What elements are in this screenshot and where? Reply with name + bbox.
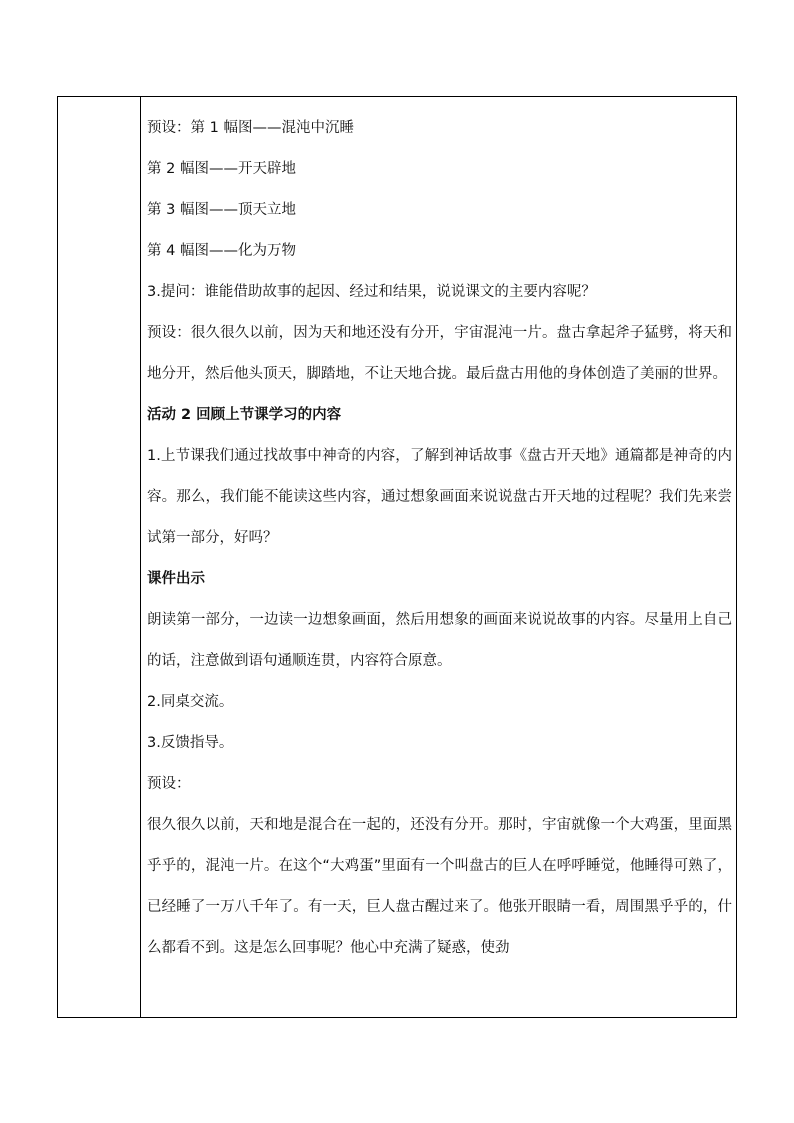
question-3: 3.提问：谁能借助故事的起因、经过和结果，说说课文的主要内容呢？ — [147, 284, 596, 300]
story-paragraph: 很久很久以前，天和地是混合在一起的，还没有分开。那时，宇宙就像一个大鸡蛋，里面黑乎乎的，混沌一片。在这个“大鸡蛋”里面有一个叫盘古的巨人在呼呼睡觉，他睡得可熟了，已经睡了一万八千年了。有一天，巨人盘古醒过来了。他张开眼睛一看，周围黑乎乎的，什么都看不到。这是怎么回事呢？他心中充满了疑惑，使劲 — [147, 817, 732, 956]
figure-2: 第 2 幅图——开天辟地 — [147, 161, 296, 177]
lesson-table — [57, 96, 737, 1018]
preset-label: 预设： — [147, 776, 191, 792]
figure-4: 第 4 幅图——化为万物 — [147, 243, 296, 259]
preset-figure-1: 预设：第 1 幅图——混沌中沉睡 — [147, 120, 354, 136]
deskmate-exchange: 2.同桌交流。 — [147, 694, 234, 710]
figure-3: 第 3 幅图——顶天立地 — [147, 202, 296, 218]
courseware-heading: 课件出示 — [147, 571, 205, 587]
table-left-column — [58, 97, 141, 1017]
feedback-guidance: 3.反馈指导。 — [147, 735, 234, 751]
table-content-cell — [147, 108, 732, 969]
review-paragraph: 1.上节课我们通过找故事中神奇的内容，了解到神话故事《盘古开天地》通篇都是神奇的内容。那么，我们能不能读这些内容，通过想象画面来说说盘古开天地的过程呢？我们先来尝试第一部分，好吗？ — [147, 448, 732, 546]
activity-2-heading: 活动 2 回顾上节课学习的内容 — [147, 407, 342, 423]
preset-summary: 预设：很久很久以前，因为天和地还没有分开，宇宙混沌一片。盘古拿起斧子猛劈，将天和地分开，然后他头顶天，脚踏地，不让天地合拢。最后盘古用他的身体创造了美丽的世界。 — [147, 325, 732, 382]
reading-instruction: 朗读第一部分，一边读一边想象画面，然后用想象的画面来说说故事的内容。尽量用上自己的话，注意做到语句通顺连贯，内容符合原意。 — [147, 612, 732, 669]
